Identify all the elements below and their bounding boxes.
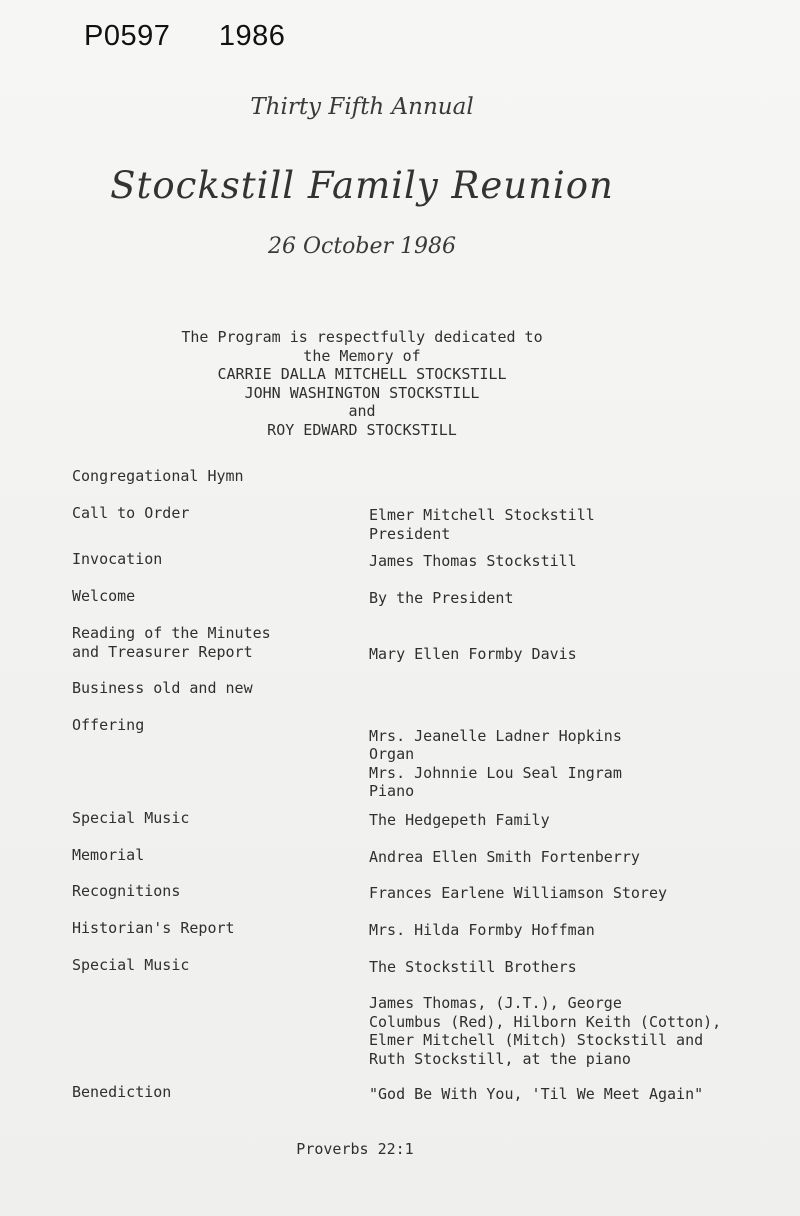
program-detail: The Hedgepeth Family [369, 811, 550, 829]
program-detail: Elmer Mitchell Stockstill President [369, 506, 595, 543]
program-detail: Mary Ellen Formby Davis [369, 644, 577, 663]
program-item: Memorial [72, 846, 145, 864]
document-year: 1986 [218, 20, 286, 52]
program-item: Special Music [72, 809, 190, 827]
program-detail: Mrs. Hilda Formby Hoffman [369, 921, 595, 939]
program-item: Recognitions [72, 882, 181, 900]
program-item: Congregational Hymn [72, 467, 244, 485]
program-item: Reading of the Minutes and Treasurer Report [72, 624, 271, 661]
subtitle: Thirty Fifth Annual [250, 94, 474, 120]
dedication-line: ROY EDWARD STOCKSTILL [267, 420, 457, 439]
dedication-line: and [348, 402, 376, 421]
program-detail: The Stockstill Brothers [369, 958, 577, 976]
document-id [84, 20, 285, 53]
program-item: Invocation [72, 550, 163, 568]
program-item: Welcome [72, 587, 136, 605]
page-title: Stockstill Family Reunion [110, 164, 614, 207]
program-detail: By the President [369, 589, 514, 607]
program-detail: James Thomas Stockstill [369, 552, 577, 570]
dedication-line: CARRIE DALLA MITCHELL STOCKSTILL [217, 365, 507, 384]
program-item: Call to Order [72, 504, 190, 522]
dedication-line: the Memory of [303, 346, 421, 365]
dedication [0, 328, 724, 440]
footer-verse: Proverbs 22:1 [296, 1140, 414, 1158]
program-item: Offering [72, 716, 145, 734]
program-item: Business old and new [72, 679, 253, 697]
dedication-line: The Program is respectfully dedicated to [181, 328, 543, 346]
program-detail: Frances Earlene Williamson Storey [369, 884, 668, 902]
program-item: Benediction [72, 1083, 172, 1101]
program-item: Special Music [72, 956, 190, 974]
program-detail: Andrea Ellen Smith Fortenberry [369, 848, 640, 866]
event-date: 26 October 1986 [267, 234, 457, 259]
dedication-line: JOHN WASHINGTON STOCKSTILL [244, 383, 480, 402]
document-code: P0597 [84, 20, 171, 52]
program-detail: James Thomas, (J.T.), George Columbus (Red), Hilborn Keith (Cotton), Elmer Mitchell (Mitch) Stockstill and Ruth Stockstill, at the piano [369, 994, 722, 1068]
program-detail: Mrs. Jeanelle Ladner Hopkins Organ Mrs. Johnnie Lou Seal Ingram Piano [369, 726, 622, 801]
program-detail: "God Be With You, 'Til We Meet Again" [369, 1085, 704, 1103]
program-item: Historian's Report [72, 919, 235, 937]
